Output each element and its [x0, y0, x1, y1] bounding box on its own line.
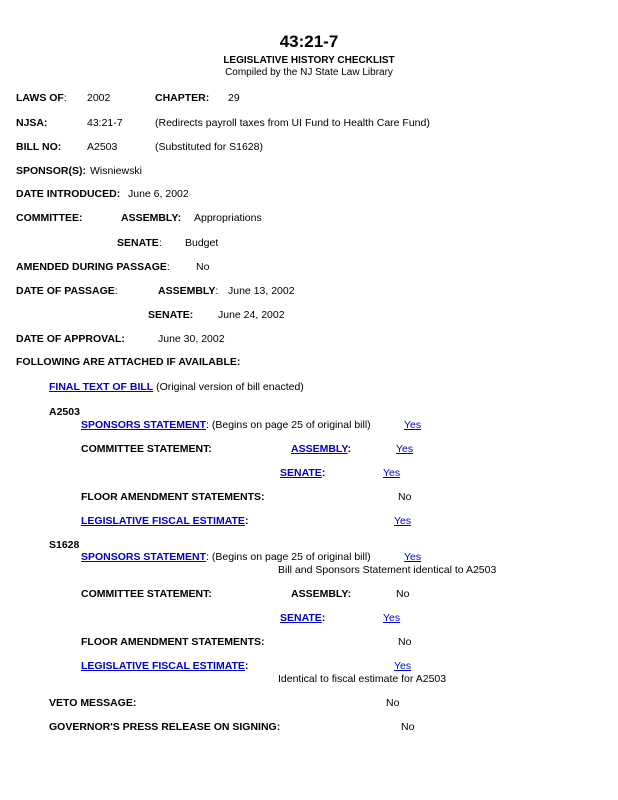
s1628-senate-link[interactable]: SENATE [280, 612, 322, 624]
committee-senate-colon: : [158, 237, 162, 249]
final-text-link[interactable]: FINAL TEXT OF BILL [49, 381, 154, 393]
document-subtitle: LEGISLATIVE HISTORY CHECKLIST [223, 55, 395, 66]
s1628-sponsors-note: : (Begins on page 25 of original bill) [206, 551, 371, 563]
a2503-fiscal-estimate-link[interactable]: LEGISLATIVE FISCAL ESTIMATE [81, 515, 245, 527]
s1628-fiscal-yes-link[interactable]: Yes [394, 660, 412, 672]
njsa-label: NJSA: [16, 117, 48, 129]
chapter-label: CHAPTER: [155, 92, 210, 104]
laws-of-label: LAWS OF [16, 92, 64, 104]
a2503-fiscal-yes-link[interactable]: Yes [394, 515, 412, 527]
date-of-passage-row [16, 285, 118, 298]
s1628-sponsors-identical-note: Bill and Sponsors Statement identical to A2503 [278, 564, 497, 576]
a2503-floor-value: No [398, 491, 412, 503]
a2503-sponsors-yes-link[interactable]: Yes [404, 419, 422, 431]
s1628-senate-row [280, 612, 325, 625]
s1628-fiscal-identical-note: Identical to fiscal estimate for A2503 [278, 673, 447, 685]
njsa-value: 43:21-7 [87, 117, 123, 129]
a2503-sponsors-note: : (Begins on page 25 of original bill) [206, 419, 371, 431]
passage-senate-value: June 24, 2002 [218, 309, 285, 321]
bill-no-note: (Substituted for S1628) [155, 141, 263, 153]
chapter-value: 29 [228, 92, 240, 104]
amended-label: AMENDED DURING PASSAGE [16, 261, 167, 273]
date-of-passage-colon: : [114, 285, 118, 297]
a2503-senate-row [280, 467, 325, 480]
laws-of-colon: : [63, 92, 67, 104]
amended-colon: : [166, 261, 170, 273]
a2503-assembly-link[interactable]: ASSEMBLY [291, 443, 348, 455]
s1628-fiscal-row [81, 660, 248, 673]
s1628-floor-label: FLOOR AMENDMENT STATEMENTS: [81, 636, 265, 648]
laws-of-value: 2002 [87, 92, 111, 104]
date-introduced-value: June 6, 2002 [128, 188, 189, 200]
amended-row [16, 261, 170, 274]
s1628-sponsors-row [81, 551, 371, 564]
s1628-assembly-value: No [396, 588, 410, 600]
committee-assembly-label: ASSEMBLY: [121, 212, 182, 224]
s1628-fiscal-colon: : [244, 660, 249, 672]
a2503-senate-colon: : [321, 467, 326, 479]
a2503-assembly-row [291, 443, 351, 456]
a2503-assembly-colon: : [347, 443, 352, 455]
s1628-fiscal-estimate-link[interactable]: LEGISLATIVE FISCAL ESTIMATE [81, 660, 245, 672]
passage-senate-label: SENATE: [148, 309, 194, 321]
compiled-by: Compiled by the NJ State Law Library [225, 67, 393, 78]
committee-senate-label: SENATE [117, 237, 159, 249]
bill-no-value: A2503 [87, 141, 118, 153]
final-text-row [49, 381, 304, 394]
s1628-senate-colon: : [321, 612, 326, 624]
a2503-assembly-yes-link[interactable]: Yes [396, 443, 414, 455]
press-release-label: GOVERNOR'S PRESS RELEASE ON SIGNING [49, 721, 277, 733]
press-release-row [49, 721, 280, 734]
veto-label: VETO MESSAGE: [49, 697, 137, 709]
a2503-fiscal-row [81, 515, 248, 528]
bill-no-label: BILL NO: [16, 141, 62, 153]
date-of-passage-label: DATE OF PASSAGE [16, 285, 115, 297]
press-release-colon: : [276, 721, 281, 733]
s1628-senate-yes-link[interactable]: Yes [383, 612, 401, 624]
passage-assembly-label: ASSEMBLY [158, 285, 216, 297]
date-of-approval-label: DATE OF APPROVAL: [16, 333, 125, 345]
final-text-note: (Original version of bill enacted) [153, 381, 304, 393]
passage-assembly-value: June 13, 2002 [228, 285, 295, 297]
passage-assembly-row [158, 285, 218, 298]
sponsors-value: Wisniewski [90, 165, 142, 177]
committee-senate-value: Budget [185, 237, 219, 249]
date-introduced-label: DATE INTRODUCED: [16, 188, 121, 200]
committee-assembly-value: Appropriations [194, 212, 262, 224]
s1628-floor-value: No [398, 636, 412, 648]
a2503-sponsors-statement-link[interactable]: SPONSORS STATEMENT [81, 419, 207, 431]
following-heading: FOLLOWING ARE ATTACHED IF AVAILABLE: [16, 356, 241, 368]
a2503-senate-yes-link[interactable]: Yes [383, 467, 401, 479]
amended-value: No [196, 261, 210, 273]
a2503-sponsors-row [81, 419, 371, 432]
s1628-sponsors-yes-link[interactable]: Yes [404, 551, 422, 563]
s1628-section-label: S1628 [49, 539, 80, 551]
laws-of-row [16, 92, 67, 105]
a2503-senate-link[interactable]: SENATE [280, 467, 322, 479]
committee-senate-row [117, 237, 162, 250]
s1628-assembly-label: ASSEMBLY: [291, 588, 352, 600]
s1628-committee-label: COMMITTEE STATEMENT: [81, 588, 212, 600]
date-of-approval-value: June 30, 2002 [158, 333, 225, 345]
a2503-section-label: A2503 [49, 406, 80, 418]
sponsors-label: SPONSOR(S): [16, 165, 87, 177]
a2503-fiscal-colon: : [244, 515, 249, 527]
veto-value: No [386, 697, 400, 709]
njsa-note: (Redirects payroll taxes from UI Fund to Health Care Fund) [155, 117, 430, 129]
committee-label: COMMITTEE: [16, 212, 83, 224]
press-release-value: No [401, 721, 415, 733]
passage-assembly-colon: : [215, 285, 219, 297]
a2503-committee-label: COMMITTEE STATEMENT: [81, 443, 212, 455]
s1628-sponsors-statement-link[interactable]: SPONSORS STATEMENT [81, 551, 207, 563]
a2503-floor-label: FLOOR AMENDMENT STATEMENTS: [81, 491, 265, 503]
document-title: 43:21-7 [279, 32, 339, 51]
